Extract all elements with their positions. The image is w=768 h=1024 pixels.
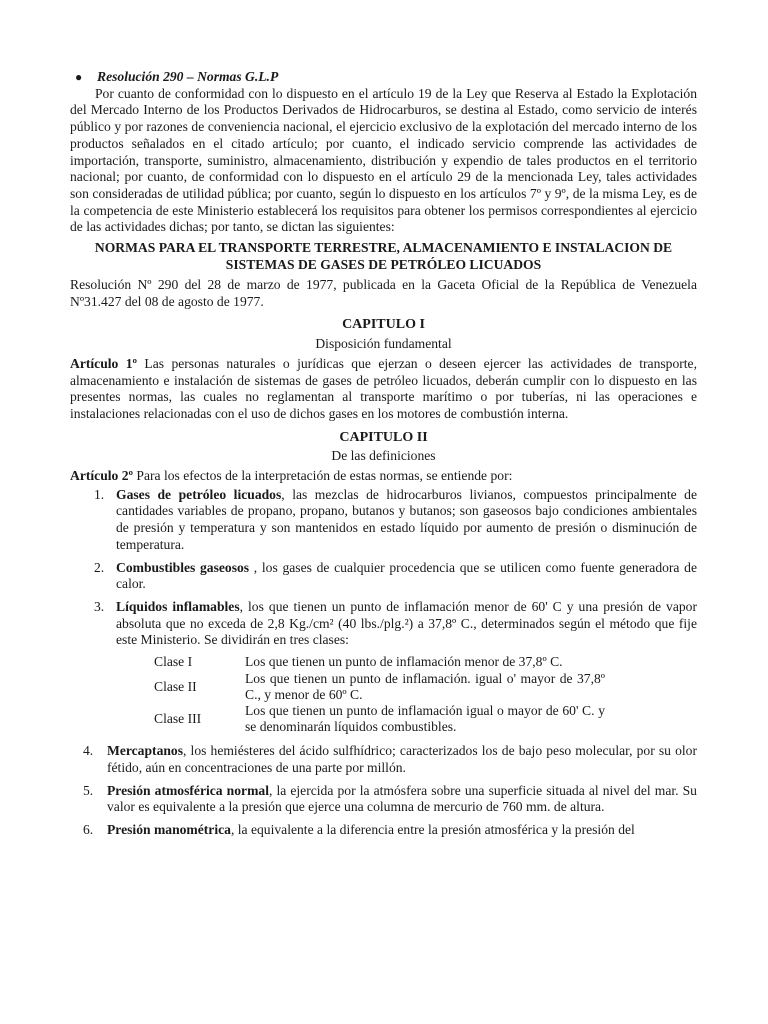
class-name: Clase I [154, 653, 193, 669]
definition-text: , los que tienen un punto de inflamación menor de 60' C y una presión de vapor absoluta que no exceda de 2,8 Kg./cm² (40 lbs./plg.²) a 37,8º C., determinados según el método que fije este Ministerio. Se dividirán en tres clases: [116, 598, 697, 648]
intro-paragraph: Por cuanto de conformidad con lo dispuesto en el artículo 19 de la Ley que Reserva al Estado la Explotación del Mercado Interno de los Productos Derivados de Hidrocarburos, se destina al Estado, como servicio de interés público y por razones de conveniencia nacional, el ejercicio exclusivo de la explotación del mercado interno de los productos señalados en el citado artículo; por cuanto, el indicado servicio comprende las actividades de importación, transporte, suministro, almacenamiento, distribución y expendio de tales productos en el territorio nacional; por cuanto, de conformidad con lo dispuesto en el artículo 29 de la mencionada Ley, tales actividades son consideradas de utilidad pública; por cuanto, según lo dispuesto en los artículos 7º y 9º, de la misma Ley, es de la competencia de este Ministerio establecerá los requisitos para obtener los permisos correspondientes al ejercicio de las actividades dichas; por tanto, se dictan las siguientes: [70, 85, 697, 235]
class-description: Los que tienen un punto de inflamación menor de 37,8º C. [245, 653, 563, 669]
chapter-2-subtitle: De las definiciones [331, 448, 436, 464]
list-item-number: 2. [94, 559, 105, 575]
article-2-text: Para los efectos de la interpretación de estas normas, se entiende por: [133, 468, 513, 484]
norms-title: NORMAS PARA EL TRANSPORTE TERRESTRE, ALMACENAMIENTO E INSTALACION DE SISTEMAS DE GASES DE PETRÓLEO LICUADOS [94, 240, 673, 273]
list-item [70, 487, 697, 554]
definition-term: Mercaptanos [107, 743, 184, 759]
article-2-label: Artículo 2º [70, 468, 134, 484]
table-row [154, 652, 605, 671]
bullet-icon: ● [75, 70, 83, 84]
list-item-number: 1. [94, 486, 105, 502]
article-1 [70, 356, 697, 423]
definition-term: Presión atmosférica normal [107, 782, 269, 798]
list-item [70, 743, 697, 776]
definition-text: , la equivalente a la diferencia entre la presión atmosférica y la presión del [230, 821, 635, 837]
list-item-number: 5. [83, 782, 94, 798]
document-heading [75, 69, 697, 86]
definition-text: , la ejercida por la atmósfera sobre una superficie situada al nivel del mar. Su valor es equivalente a la presión que ejerce una columna de mercurio de 760 mm. de altura. [107, 782, 697, 815]
document-title: Resolución 290 – Normas G.L.P [97, 69, 279, 84]
class-name: Clase III [154, 711, 202, 727]
table-row [154, 703, 605, 735]
chapter-1-subtitle: Disposición fundamental [315, 336, 452, 352]
chapter-2-title: CAPITULO II [339, 429, 428, 445]
definition-text: , los gases de cualquier procedencia que se utilicen como fuente generadora de calor. [116, 559, 697, 592]
definition-term: Gases de petróleo licuados [116, 486, 282, 502]
chapter-1-title: CAPITULO I [342, 317, 425, 333]
class-description: Los que tienen un punto de inflamación igual o mayor de 60' C. y se denominarán líquidos combustibles. [245, 703, 605, 735]
list-item-number: 6. [83, 821, 94, 837]
class-name: Clase II [154, 679, 197, 695]
definition-term: Líquidos inflamables [116, 598, 240, 614]
resolution-reference: Resolución Nº 290 del 28 de marzo de 1977, publicada en la Gaceta Oficial de la República de Venezuela Nº31.427 del 08 de agosto de 1977. [70, 277, 697, 309]
list-item [70, 783, 697, 816]
class-description: Los que tienen un punto de inflamación. igual o' mayor de 37,8º C., y menor de 60º C. [245, 671, 605, 703]
article-2 [70, 468, 697, 485]
list-item-number: 3. [94, 598, 105, 614]
classes-table [154, 652, 605, 735]
list-item [70, 822, 697, 839]
table-row [154, 671, 605, 703]
list-item-number: 4. [83, 743, 94, 759]
definition-text: , los hemiésteres del ácido sulfhídrico; caracterizados los de bajo peso molecular, por su olor fétido, aún en concentraciones de una parte por millón. [107, 743, 697, 775]
document-content [70, 69, 697, 845]
article-1-text: Las personas naturales o jurídicas que ejerzan o deseen ejercer las actividades de transporte, almacenamiento e instalación de sistemas de gases de petróleo licuados, deberán cumplir con lo dispuesto en las presentes normas, las cuales no reglamentan al transporte marítimo o por tuberías, ni las operaciones e instalaciones relacionadas con el uso de dichos gases en los motores de combustión interna. [70, 355, 697, 421]
definition-term: Combustibles gaseosos [116, 559, 250, 575]
list-item [70, 560, 697, 593]
definitions-list [70, 487, 697, 839]
definition-text: , las mezclas de hidrocarburos livianos, compuestos principalmente de cantidades variables de propano, propano, butanos y butanos; son gaseosos bajo condiciones ambientales de presión y temperatura y son mantenidos en estado líquido por aumento de presión o disminución de temperatura. [116, 486, 697, 552]
list-item [70, 599, 697, 735]
article-1-label: Artículo 1º [70, 355, 138, 371]
definition-term: Presión manométrica [107, 821, 231, 837]
